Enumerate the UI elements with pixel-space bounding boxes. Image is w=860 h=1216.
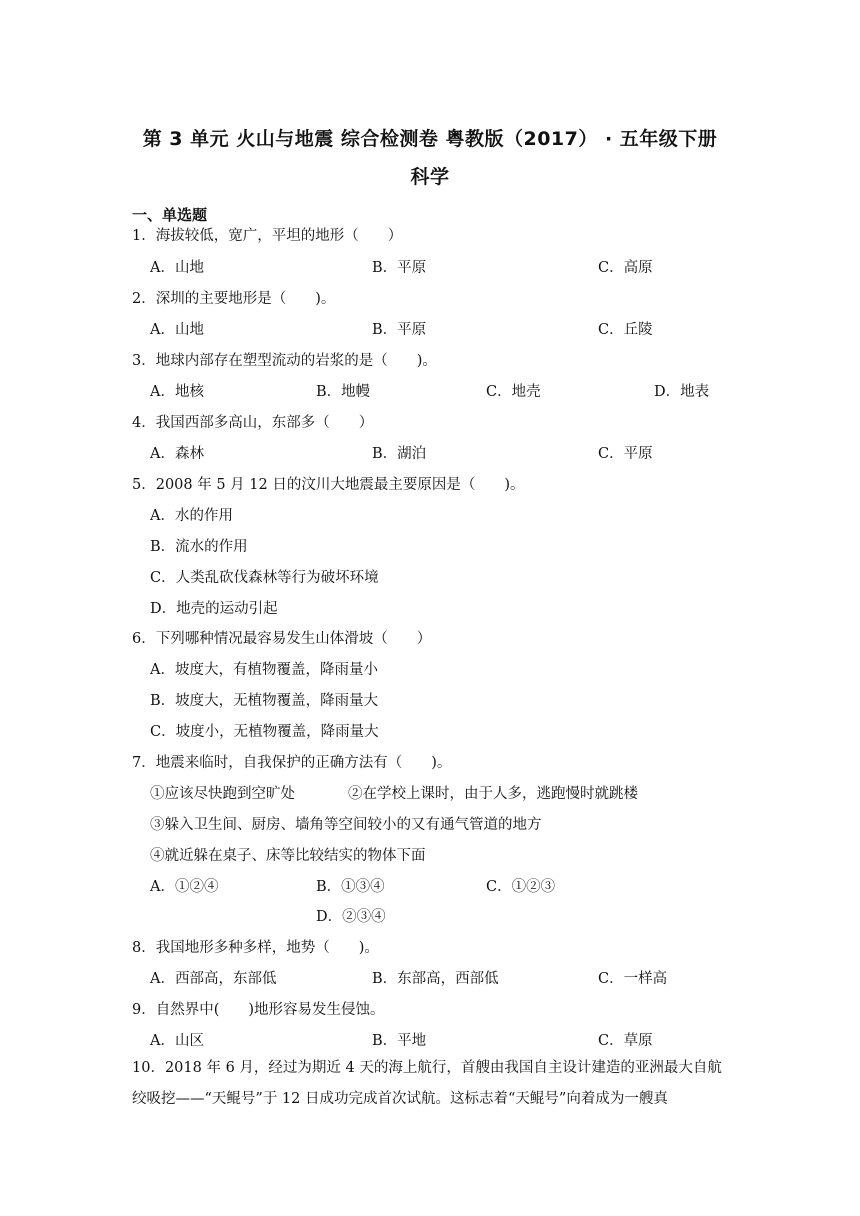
question-6-option-b: B．坡度大，无植物覆盖，降雨量大 (150, 693, 379, 709)
question-3-option-c: C．地壳 (486, 384, 541, 400)
question-8-option-b: B．东部高，西部低 (372, 971, 499, 987)
question-8-option-c: C．一样高 (598, 971, 668, 987)
question-3-option-a: A．地核 (150, 384, 204, 400)
question-2-option-a: A．山地 (150, 322, 204, 338)
question-5-option-a: A．水的作用 (150, 508, 233, 524)
question-7-item-1: ①应该尽快跑到空旷处 (150, 786, 295, 802)
question-5-stem: 5．2008 年 5 月 12 日的汶川大地震最主要原因是（ )。 (132, 477, 525, 493)
question-9-option-a: A．山区 (150, 1033, 204, 1049)
section-heading: 一、单选题 (132, 206, 208, 224)
question-1-option-b: B．平原 (372, 260, 427, 276)
question-8-stem: 8．我国地形多种多样，地势（ )。 (132, 940, 379, 956)
question-5-option-b: B．流水的作用 (150, 539, 248, 555)
question-1-option-c: C．高原 (598, 260, 653, 276)
question-6-option-a: A．坡度大，有植物覆盖，降雨量小 (150, 662, 378, 678)
exam-title-line2: 科学 (410, 166, 450, 188)
question-7-stem: 7．地震来临时，自我保护的正确方法有（ )。 (132, 755, 452, 771)
question-4-option-c: C．平原 (598, 446, 653, 462)
question-3-option-b: B．地幔 (316, 384, 371, 400)
question-9-stem: 9．自然界中( )地形容易发生侵蚀。 (132, 1002, 385, 1018)
question-2-option-c: C．丘陵 (598, 322, 653, 338)
question-3-stem: 3．地球内部存在塑型流动的岩浆的是（ )。 (132, 353, 437, 369)
question-1-stem: 1．海拔较低，宽广，平坦的地形（ ） (132, 228, 403, 244)
question-4-option-a: A．森林 (150, 446, 204, 462)
question-4-stem: 4．我国西部多高山，东部多（ ） (132, 415, 374, 431)
question-6-stem: 6．下列哪种情况最容易发生山体滑坡（ ） (132, 631, 432, 647)
question-7-option-b: B．①③④ (316, 879, 385, 895)
question-2-stem: 2．深圳的主要地形是（ )。 (132, 291, 336, 307)
question-7-option-d: D．②③④ (316, 909, 386, 925)
question-4-option-b: B．湖泊 (372, 446, 427, 462)
question-7-option-a: A．①②④ (150, 879, 219, 895)
question-1-option-a: A．山地 (150, 260, 204, 276)
question-2-option-b: B．平原 (372, 322, 427, 338)
question-7-option-c: C．①②③ (486, 879, 556, 895)
question-9-option-c: C．草原 (598, 1033, 653, 1049)
question-7-item-4: ④就近躲在桌子、床等比较结实的物体下面 (150, 848, 426, 864)
question-7-item-2: ②在学校上课时，由于人多，逃跑慢时就跳楼 (348, 786, 638, 802)
question-5-option-c: C．人类乱砍伐森林等行为破坏环境 (150, 570, 379, 586)
exam-title-line1: 第 3 单元 火山与地震 综合检测卷 粤教版（2017） · 五年级下册 (142, 128, 718, 150)
question-10-text: 10．2018 年 6 月，经过为期近 4 天的海上航行，首艘由我国自主设计建造的亚洲最大自航绞吸挖——“天鲲号”于 12 日成功完成首次试航。这标志着“天鲲号”向着成为一艘真 (132, 1060, 722, 1107)
question-5-option-d: D．地壳的运动引起 (150, 601, 278, 617)
question-6-option-c: C．坡度小，无植物覆盖，降雨量大 (150, 724, 379, 740)
question-7-item-3: ③躲入卫生间、厨房、墙角等空间较小的又有通气管道的地方 (150, 817, 542, 833)
question-3-option-d: D．地表 (654, 384, 710, 400)
question-8-option-a: A．西部高，东部低 (150, 971, 277, 987)
question-9-option-b: B．平地 (372, 1033, 427, 1049)
